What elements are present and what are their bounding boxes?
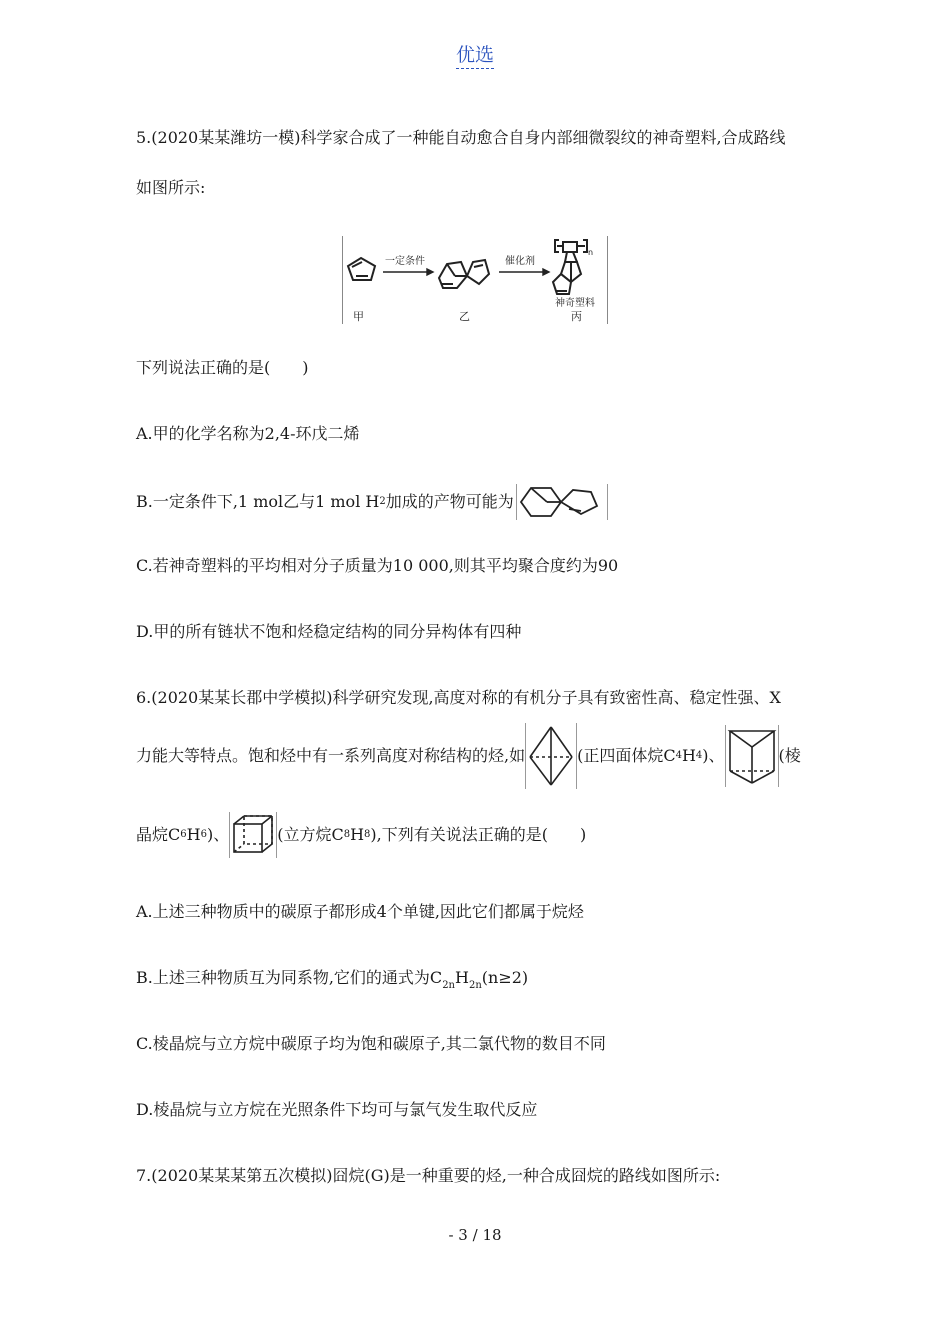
label-bing: 丙 bbox=[571, 310, 582, 323]
q5-prompt: 下列说法正确的是( ) bbox=[136, 358, 309, 377]
label-yi: 乙 bbox=[459, 310, 470, 323]
q5-option-c: C.若神奇塑料的平均相对分子质量为10 000,则其平均聚合度约为90 bbox=[136, 556, 619, 575]
header-link[interactable]: 优选 bbox=[456, 44, 494, 69]
q6-line3-part2: H bbox=[186, 825, 201, 844]
q5-stem-line1: 5.(2020某某潍坊一模)科学家合成了一种能自动愈合自身内部细微裂纹的神奇塑料,合成路线 bbox=[136, 128, 786, 147]
q6-line3-part1: 晶烷C bbox=[136, 825, 181, 844]
q6-option-a: A.上述三种物质中的碳原子都形成4个单键,因此它们都属于烷烃 bbox=[136, 902, 584, 921]
q5-option-d: D.甲的所有链状不饱和烃稳定结构的同分异构体有四种 bbox=[136, 622, 522, 641]
q6-line2-part2: (正四面体烷C bbox=[577, 746, 676, 765]
q6-option-d: D.棱晶烷与立方烷在光照条件下均可与氯气发生取代反应 bbox=[136, 1100, 538, 1119]
reaction-scheme-diagram bbox=[343, 236, 607, 324]
molecule-b-dicyclopentadiene bbox=[439, 260, 489, 288]
q6-line3-part3: )、 bbox=[206, 825, 230, 844]
product-label: 神奇塑料 bbox=[555, 298, 595, 309]
subscript-n: n bbox=[588, 248, 594, 257]
page-header bbox=[0, 40, 950, 67]
cubane-diagram bbox=[230, 812, 276, 858]
q6-option-b-suffix: (n≥2) bbox=[481, 968, 529, 987]
page-number: - 3 / 18 bbox=[448, 1226, 502, 1244]
reaction-arrow-2 bbox=[499, 269, 549, 275]
arrow1-label: 一定条件 bbox=[385, 256, 425, 267]
tetrahedrane-structure bbox=[525, 723, 577, 789]
q6-line3-part4: (立方烷C bbox=[277, 825, 344, 844]
q6-stem-line1: 6.(2020某某长郡中学模拟)科学研究发现,高度对称的有机分子具有致密性高、稳定性强、X bbox=[136, 688, 781, 707]
q5-option-a: A.甲的化学名称为2,4-环戊二烯 bbox=[136, 424, 360, 443]
hydrogenated-product-diagram bbox=[517, 484, 607, 520]
q6-option-c: C.棱晶烷与立方烷中碳原子均为饱和碳原子,其二氯代物的数目不同 bbox=[136, 1034, 606, 1053]
label-jia: 甲 bbox=[353, 310, 364, 323]
q6-line2-part4: )、 bbox=[702, 746, 725, 765]
q6-option-b-mid: H bbox=[455, 968, 469, 987]
q5-stem-line2: 如图所示: bbox=[136, 178, 206, 197]
q6-line2-part1: 力能大等特点。饱和烃中有一系列高度对称结构的烃,如 bbox=[136, 746, 526, 765]
q6-line3-part5: H bbox=[350, 825, 365, 844]
q5-option-b-structure bbox=[516, 484, 608, 520]
arrow2-label: 催化剂 bbox=[505, 256, 535, 267]
reaction-arrow-1 bbox=[383, 269, 433, 275]
prismane-diagram bbox=[726, 725, 778, 787]
q5-option-b-suffix: 加成的产物可能为 bbox=[385, 492, 514, 511]
molecule-a-cyclopentadiene bbox=[348, 258, 375, 280]
q6-option-b-prefix: B.上述三种物质互为同系物,它们的通式为C bbox=[136, 968, 443, 987]
q6-line2-part5: (棱 bbox=[778, 746, 801, 765]
q6-option-b-sub1: 2n bbox=[442, 980, 455, 991]
molecule-c-polymer bbox=[553, 240, 587, 294]
q6-stem-line2: 力能大等特点。饱和烃中有一系列高度对称结构的烃,如 (正四面体烷C 4 H 4 )、 (棱 bbox=[136, 722, 801, 790]
q5-reaction-figure bbox=[342, 236, 608, 324]
prismane-structure bbox=[725, 725, 779, 787]
q6-option-b-sub2: 2n bbox=[468, 980, 482, 991]
cubane-structure bbox=[229, 812, 277, 858]
q6-line2-part3: H bbox=[681, 746, 696, 765]
tetrahedrane-diagram bbox=[526, 723, 576, 789]
q5-option-b-prefix: B.一定条件下,1 mol乙与1 mol H bbox=[136, 492, 380, 511]
q7-stem-line1: 7.(2020某某某第五次模拟)囧烷(G)是一种重要的烃,一种合成囧烷的路线如图所示: bbox=[136, 1166, 721, 1185]
q6-line3-part6: ),下列有关说法正确的是( ) bbox=[370, 825, 587, 844]
q6-stem-line3: 晶烷C 6 H 6 )、 (立方烷C 8 H 8 ),下列有关说法正确的是( ) bbox=[136, 810, 586, 860]
q6-option-b bbox=[136, 968, 529, 991]
q5-option-b: B.一定条件下,1 mol乙与1 mol H 2 加成的产物可能为 bbox=[136, 482, 608, 522]
